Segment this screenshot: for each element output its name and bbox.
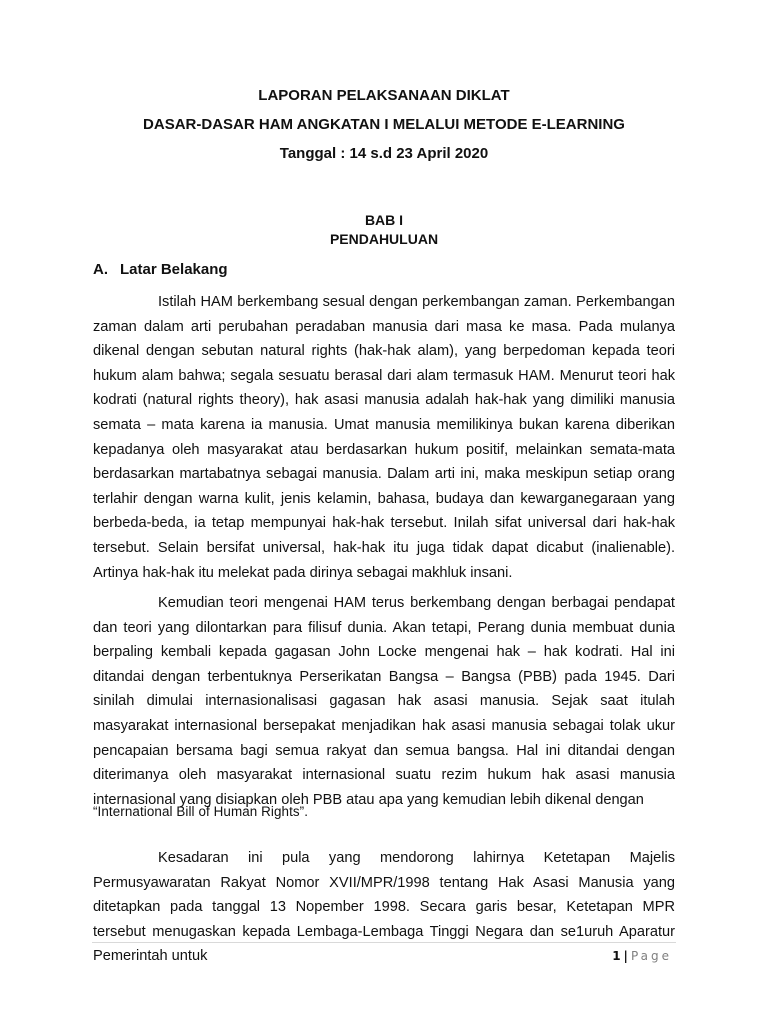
paragraph-2 bbox=[93, 591, 675, 812]
page-number: 1 bbox=[612, 949, 621, 963]
page-footer bbox=[612, 948, 672, 964]
section-letter: A. bbox=[93, 261, 108, 278]
paragraph-1: Istilah HAM berkembang sesual dengan perkembangan zaman. Perkembangan zaman dalam arti perubahan peradaban manusia dari masa ke masa. Pada mulanya dikenal dengan sebutan natural rights (hak-hak alam), yang berpedoman kepada teori hukum alam bahwa; segala sesuatu berasal dari alam termasuk HAM. Menurut teori hak kodrati (natural rights theory), hak asasi manusia adalah hak-hak yang dimiliki manusia semata – mata karena ia manusia. Umat manusia memilikinya bukan karena diberikan kepadanya oleh masyarakat atau berdasarkan hukum positif, melainkan semata-mata berdasarkan martabatnya sebagai manusia. Dalam arti ini, maka meskipun setiap orang terlahir dengan warna kulit, jenis kelamin, bahasa, budaya dan kewarganegaraan yang berbeda-beda, ia tetap mempunyai hak-hak tersebut. Inilah sifat universal dari hak-hak tersebut. Selain bersifat universal, hak-hak itu juga tidak dapat dicabut (inalienable). Artinya hak-hak itu melekat pada dirinya sebagai makhluk insani. bbox=[93, 294, 675, 581]
paragraph-2-text: Kemudian teori mengenai HAM terus berkembang dengan berbagai pendapat dan teori yang dilontarkan para filisuf dunia. Akan tetapi, Perang dunia membuat dunia berpaling kembali kepada gagasan John Locke mengenai hak – hak kodrati. Hal ini ditandai dengan terbentuknya Perserikatan Bangsa – Bangsa (PBB) pada 1945. Dari sinilah dimulai internasionalisasi gagasan hak asasi manusia. Sejak saat itulah masyarakat internasional bersepakat menjadikan hak asasi manusia sebagai tolak ukur pencapaian bersama bagi semua rakyat dan semua bangsa. Hal ini ditandai dengan diterimanya oleh masyarakat internasional suatu rezim hukum hak asasi manusia internasional yang disiapkan oleh PBB atau apa yang kemudian lebih dikenal dengan bbox=[93, 595, 675, 808]
section-title: Latar Belakang bbox=[120, 261, 228, 278]
chapter-number: BAB I bbox=[364, 212, 404, 228]
international-bill-quote: “International Bill of Human Rights”. bbox=[93, 804, 309, 819]
report-date-line: Tanggal : 14 s.d 23 April 2020 bbox=[279, 145, 489, 162]
footer-separator: | bbox=[623, 949, 628, 963]
paragraph-2-quote bbox=[93, 800, 675, 825]
page-label: Page bbox=[630, 949, 672, 963]
section-heading bbox=[93, 261, 228, 279]
chapter-title: PENDAHULUAN bbox=[329, 231, 439, 247]
report-title-line-2: DASAR-DASAR HAM ANGKATAN I MELALUI METODE E-LEARNING bbox=[143, 116, 625, 133]
footer-divider bbox=[92, 942, 676, 943]
paragraph-3: Kesadaran ini pula yang mendorong lahirnya Ketetapan Majelis Permusyawaratan Rakyat Nomor XVII/MPR/1998 tentang Hak Asasi Manusia yang ditetapkan pada tanggal 13 Nopember 1998. Secara garis besar, Ketetapan MPR tersebut menugaskan kepada Lembaga-Lembaga Tinggi Negara dan se1uruh Aparatur Pemerintah untuk bbox=[93, 850, 675, 965]
report-title-line-1: LAPORAN PELAKSANAAN DIKLAT bbox=[258, 87, 510, 104]
